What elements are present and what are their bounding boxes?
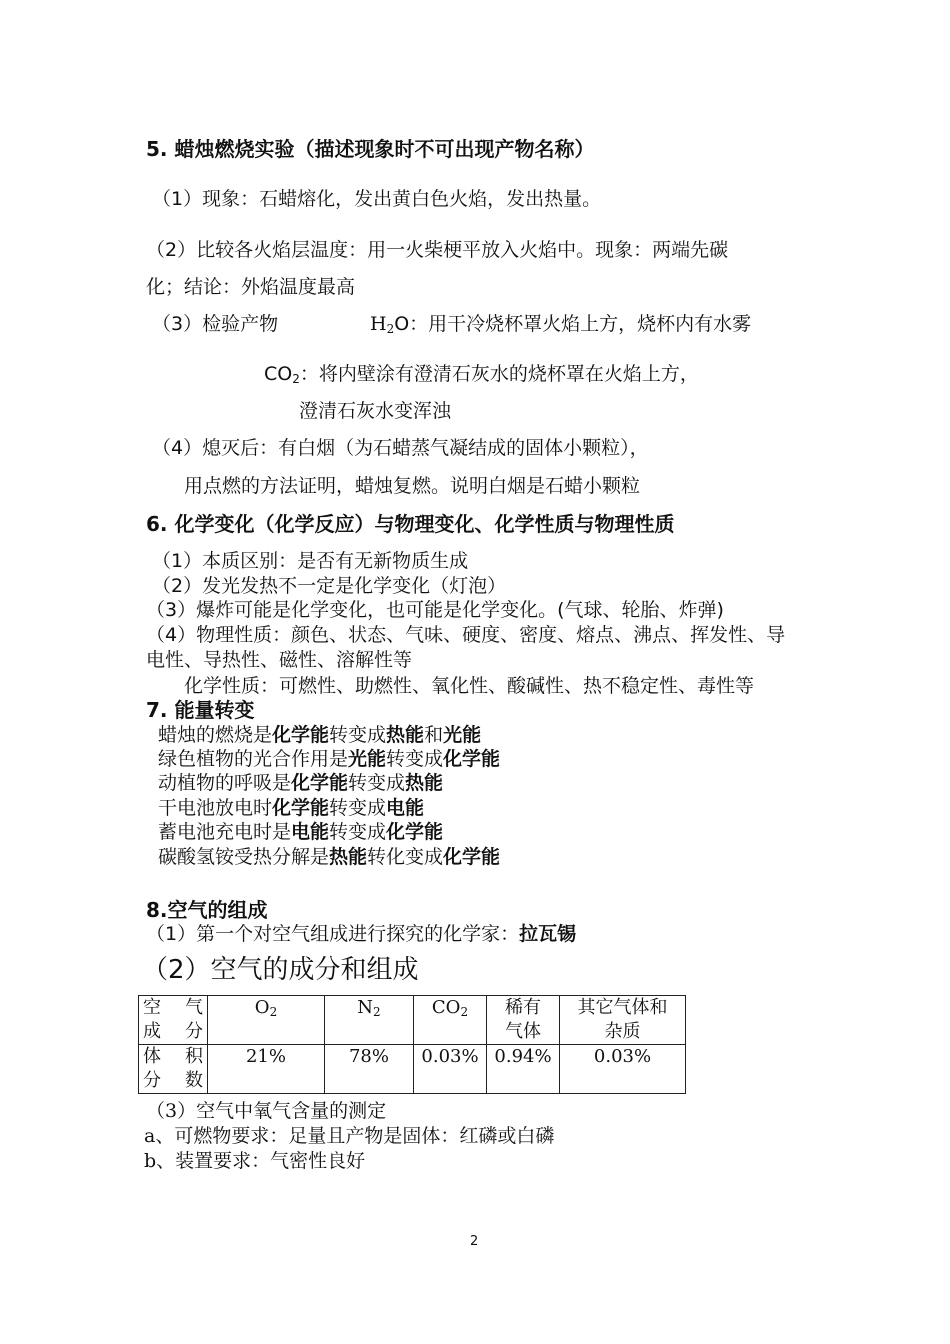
cell-text: CO bbox=[431, 997, 461, 1018]
energy-row bbox=[158, 845, 500, 869]
energy-text: 转变成 bbox=[329, 724, 387, 746]
table-cell: 0.03% bbox=[560, 1045, 686, 1094]
energy-term: 热能 bbox=[329, 846, 368, 868]
energy-term: 化学能 bbox=[443, 846, 501, 868]
s6-line4a: （4）物理性质：颜色、状态、气味、硬度、密度、熔点、沸点、挥发性、导 bbox=[146, 624, 786, 646]
cell-text: N bbox=[357, 997, 374, 1018]
cell-text: 空 气 bbox=[143, 997, 203, 1018]
energy-term: 化学能 bbox=[443, 748, 501, 770]
energy-text: 转变成 bbox=[348, 772, 406, 794]
s5-flame-compare-line2: 化；结论：外焰温度最高 bbox=[146, 276, 356, 298]
cell-text: 稀有 bbox=[505, 997, 541, 1018]
page-number: 2 bbox=[470, 1234, 479, 1249]
s5-after-extinguish-line2: 用点燃的方法证明，蜡烛复燃。说明白烟是石蜡小颗粒 bbox=[184, 475, 641, 497]
table-cell bbox=[325, 996, 414, 1045]
table-cell: 78% bbox=[325, 1045, 414, 1094]
co2-formula-co: CO bbox=[264, 363, 293, 385]
energy-term: 电能 bbox=[291, 821, 330, 843]
energy-text: 和 bbox=[424, 724, 444, 746]
table-cell: 0.94% bbox=[487, 1045, 560, 1094]
energy-text: 蜡烛的燃烧是 bbox=[158, 724, 273, 746]
cell-text: 其它气体和 bbox=[577, 997, 668, 1018]
table-cell bbox=[139, 1045, 208, 1094]
co2-test-text: ：将内壁涂有澄清石灰水的烧杯罩在火焰上方， bbox=[299, 363, 699, 385]
s6-line1: （1）本质区别：是否有无新物质生成 bbox=[152, 550, 469, 572]
energy-term: 电能 bbox=[386, 797, 425, 819]
s6-line4b: 电性、导热性、磁性、溶解性等 bbox=[146, 649, 413, 671]
s5-phenomenon: （1）现象：石蜡熔化，发出黄白色火焰，发出热量。 bbox=[152, 188, 602, 210]
energy-term: 化学能 bbox=[272, 724, 330, 746]
section-5-title: 5. 蜡烛燃烧实验（描述现象时不可出现产物名称） bbox=[146, 137, 595, 161]
energy-text: 绿色植物的光合作用是 bbox=[158, 748, 349, 770]
energy-text: 转化变成 bbox=[367, 846, 444, 868]
s8-line2: （2）空气的成分和组成 bbox=[142, 955, 419, 985]
table-row bbox=[139, 1045, 686, 1094]
chemist-name: 拉瓦锡 bbox=[519, 923, 577, 945]
s5-after-extinguish-line1: （4）熄灭后：有白烟（为石蜡蒸气凝结成的固体小颗粒）， bbox=[152, 437, 649, 459]
h2o-formula-h: H bbox=[370, 313, 387, 335]
table-row bbox=[139, 996, 686, 1045]
s8-line1-text: （1）第一个对空气组成进行探究的化学家： bbox=[146, 923, 520, 945]
s8-line1 bbox=[146, 922, 576, 946]
s8-line-a: a、可燃物要求：足量且产物是固体：红磷或白磷 bbox=[144, 1125, 555, 1147]
s6-line2: （2）发光发热不一定是化学变化（灯泡） bbox=[152, 575, 507, 597]
section-8-title: 8.空气的组成 bbox=[146, 898, 268, 922]
cell-sub: 2 bbox=[373, 1005, 381, 1019]
section-7-title: 7. 能量转变 bbox=[146, 698, 255, 722]
table-cell bbox=[414, 996, 487, 1045]
s5-flame-compare-line1: （2）比较各火焰层温度：用一火柴梗平放入火焰中。现象：两端先碳 bbox=[146, 239, 729, 261]
energy-text: 蓄电池充电时是 bbox=[158, 821, 292, 843]
table-cell: 21% bbox=[208, 1045, 325, 1094]
cell-text: 体 积 bbox=[143, 1046, 203, 1067]
s8-line-b: b、装置要求：气密性良好 bbox=[144, 1150, 366, 1172]
energy-term: 热能 bbox=[405, 772, 444, 794]
energy-text: 转变成 bbox=[386, 748, 444, 770]
energy-term: 光能 bbox=[348, 748, 387, 770]
table-cell bbox=[487, 996, 560, 1045]
energy-row bbox=[158, 723, 481, 747]
energy-term: 光能 bbox=[443, 724, 482, 746]
energy-term: 热能 bbox=[386, 724, 425, 746]
h2o-test-text: O：用干冷烧杯罩火焰上方，烧杯内有水雾 bbox=[394, 313, 752, 335]
s8-line3: （3）空气中氧气含量的测定 bbox=[146, 1100, 387, 1122]
energy-text: 转变成 bbox=[329, 821, 387, 843]
s5-h2o-test bbox=[370, 312, 751, 341]
cell-sub: 2 bbox=[460, 1005, 469, 1019]
s5-co2-test bbox=[264, 362, 699, 391]
section-6-title: 6. 化学变化（化学反应）与物理变化、化学性质与物理性质 bbox=[146, 512, 675, 536]
table-cell bbox=[208, 996, 325, 1045]
energy-text: 干电池放电时 bbox=[158, 797, 273, 819]
cell-text: 气体 bbox=[505, 1021, 541, 1042]
table-cell: 0.03% bbox=[414, 1045, 487, 1094]
energy-term: 化学能 bbox=[386, 821, 444, 843]
energy-term: 化学能 bbox=[291, 772, 349, 794]
s6-line3: （3）爆炸可能是化学变化，也可能是化学变化。(气球、轮胎、炸弹) bbox=[146, 599, 724, 621]
energy-row bbox=[158, 796, 424, 820]
table-cell bbox=[139, 996, 208, 1045]
co2-formula-sub: 2 bbox=[292, 372, 300, 386]
cell-text: 分数 bbox=[143, 1070, 203, 1091]
energy-text: 碳酸氢铵受热分解是 bbox=[158, 846, 330, 868]
energy-text: 动植物的呼吸是 bbox=[158, 772, 292, 794]
energy-row bbox=[158, 820, 443, 844]
h2o-formula-sub: 2 bbox=[386, 322, 395, 336]
energy-text: 转变成 bbox=[329, 797, 387, 819]
cell-text: 成分 bbox=[143, 1021, 203, 1042]
energy-term: 化学能 bbox=[272, 797, 330, 819]
cell-text: O bbox=[254, 997, 270, 1018]
table-cell bbox=[560, 996, 686, 1045]
energy-row bbox=[158, 747, 500, 771]
cell-text: 杂质 bbox=[604, 1021, 641, 1042]
cell-sub: 2 bbox=[269, 1005, 278, 1019]
air-composition-table bbox=[138, 995, 686, 1094]
s5-co2-test-line2: 澄清石灰水变浑浊 bbox=[299, 400, 452, 422]
s5-test-products-label: （3）检验产物 bbox=[152, 313, 279, 335]
energy-row bbox=[158, 771, 443, 795]
s6-line5: 化学性质：可燃性、助燃性、氧化性、酸碱性、热不稳定性、毒性等 bbox=[184, 675, 755, 697]
